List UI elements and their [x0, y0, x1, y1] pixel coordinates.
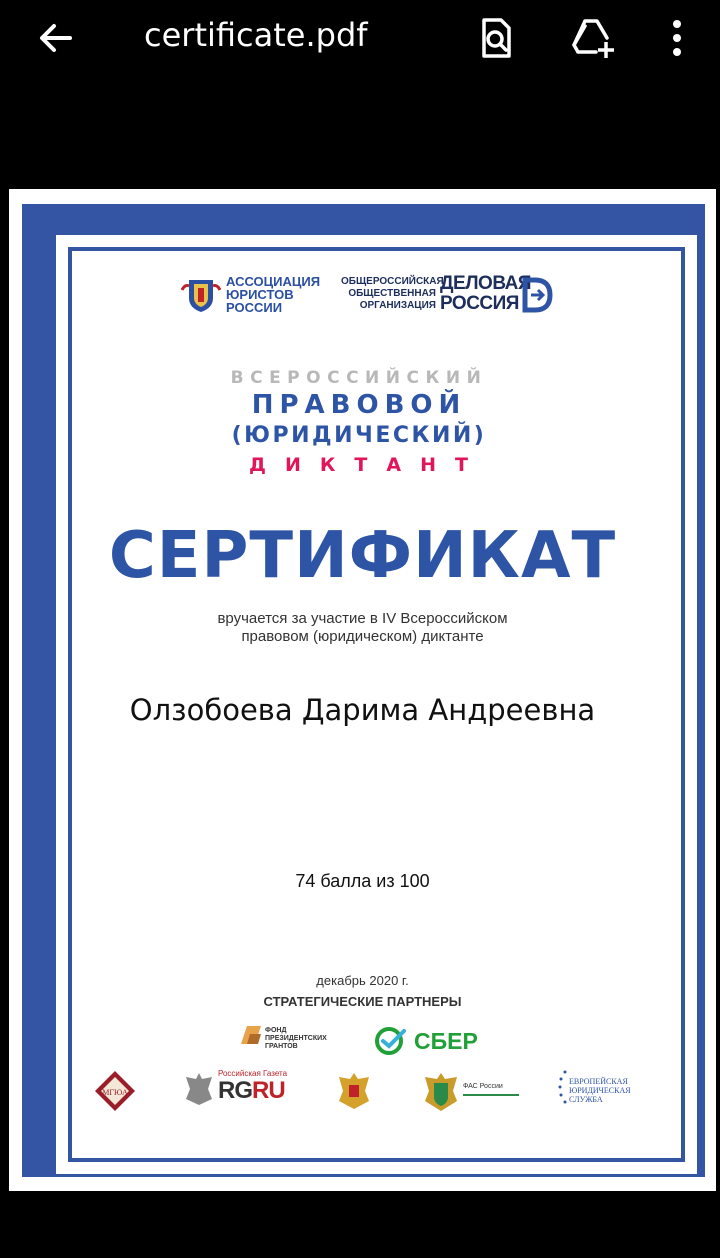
add-to-drive-icon[interactable] — [570, 16, 614, 60]
score: 74 балла из 100 — [295, 871, 430, 891]
european-legal-service-logo: ЕВРОПЕЙСКАЯ ЮРИДИЧЕСКАЯ СЛУЖБА — [557, 1069, 647, 1113]
government-emblem-logo — [336, 1069, 376, 1113]
search-document-icon[interactable] — [474, 16, 518, 60]
sber-check-icon — [374, 1026, 408, 1056]
fas-underline — [463, 1094, 519, 1096]
app-toolbar — [0, 0, 720, 76]
fas-russia-logo: ФАС России — [421, 1069, 531, 1113]
rg-ru-logo: Российская Газета RGRU — [182, 1069, 302, 1113]
arrow-left-icon[interactable] — [36, 18, 76, 58]
mgua-logo — [93, 1069, 143, 1113]
fpg-icon — [239, 1024, 263, 1046]
fas-emblem-icon — [421, 1069, 461, 1113]
issue-date: декабрь 2020 г. — [316, 973, 409, 988]
more-vert-icon[interactable] — [655, 16, 699, 60]
svg-text:МГЮА: МГЮА — [102, 1088, 128, 1097]
certificate — [9, 189, 716, 1191]
emblem-icon — [181, 274, 221, 314]
file-name: certificate.pdf — [144, 16, 368, 54]
dictant-logo: ВСЕРОССИЙСКИЙ ПРАВОВОЙ (ЮРИДИЧЕСКИЙ) ДИКТАНТ — [230, 368, 488, 476]
delovaya-rossiya-logo: ОБЩЕРОССИЙСКАЯ ОБЩЕСТВЕННАЯ ОРГАНИЗАЦИЯ ДЕЛОВАЯ РОССИЯ — [341, 274, 561, 316]
certificate-title: СЕРТИФИКАТ — [108, 519, 617, 593]
certificate-subtitle: вручается за участие в IV Всероссийском правовом (юридическом) диктанте — [217, 610, 508, 645]
delovaya-d-icon — [521, 277, 553, 313]
sber-logo: СБЕР — [374, 1026, 494, 1058]
association-lawyers-logo: АССОЦИАЦИЯ ЮРИСТОВ РОССИИ — [181, 274, 329, 316]
eagle-emblem-icon — [182, 1069, 216, 1109]
recipient-name: Олзобоева Дарима Андреевна — [129, 693, 596, 727]
partners-heading: СТРАТЕГИЧЕСКИЕ ПАРТНЕРЫ — [263, 994, 462, 1009]
presidential-grants-fund-logo: ФОНД ПРЕЗИДЕНТСКИХ ГРАНТОВ — [239, 1024, 339, 1060]
